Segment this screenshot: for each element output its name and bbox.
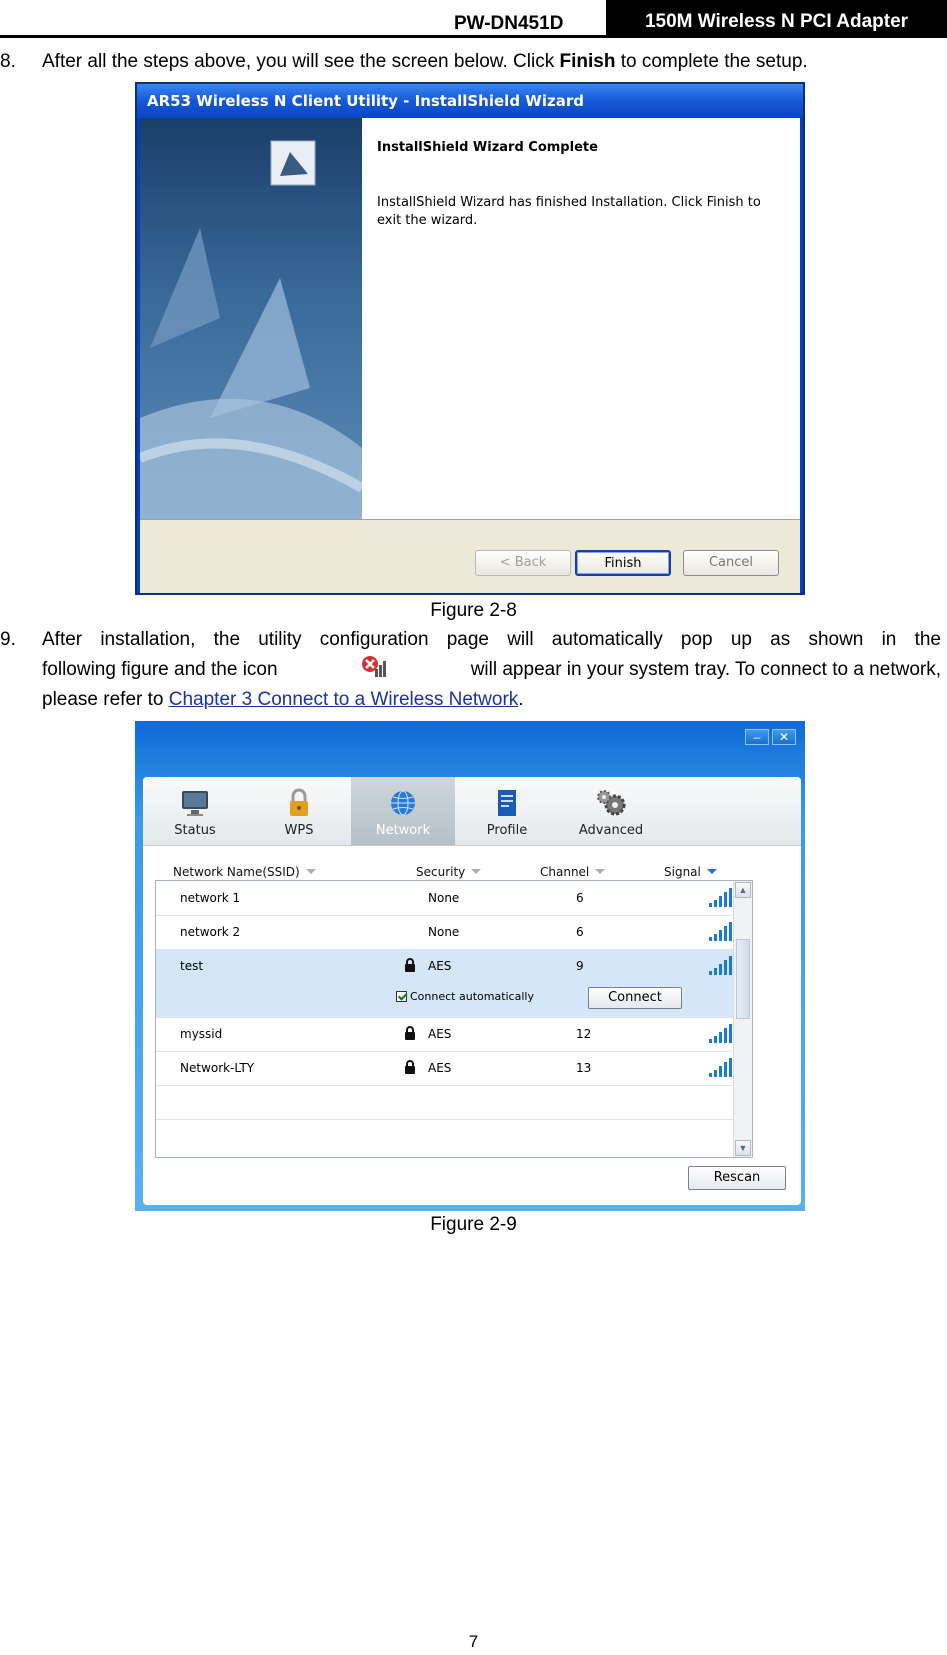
scrollbar-thumb[interactable] (736, 939, 750, 1019)
row-ssid: Network-LTY (180, 1061, 255, 1075)
figure-2-9-caption: Figure 2-9 (430, 1214, 517, 1235)
globe-icon (387, 787, 419, 819)
signal-strength-icon (708, 1058, 732, 1078)
step-9-line-2-before: following figure and the icon (42, 659, 278, 680)
row-ssid: network 2 (180, 925, 241, 939)
row-ssid: test (180, 959, 204, 973)
checkbox-checked-icon (396, 991, 407, 1002)
page-header (0, 0, 947, 38)
col-ssid[interactable] (173, 865, 316, 879)
network-list[interactable] (155, 880, 753, 1158)
nav-wps-label: WPS (284, 823, 314, 838)
row-ssid: network 1 (180, 891, 241, 905)
step-9-line-2-after: will appear in your system tray. To connect to a network, (470, 659, 941, 680)
step-8-bold: Finish (559, 51, 616, 72)
wizard-button-bar (140, 519, 800, 593)
padlock-icon (283, 787, 315, 819)
wizard-message: InstallShield Wizard has finished Installation. Click Finish to exit the wizard. (377, 195, 761, 228)
nav-status-label: Status (174, 823, 216, 838)
gears-icon (595, 787, 627, 819)
table-row-empty (156, 1119, 734, 1153)
header-model: PW-DN451D (454, 13, 564, 34)
step-8-text-after: to complete the setup. (615, 51, 808, 72)
table-row-empty (156, 1085, 734, 1120)
sort-arrow-icon (471, 869, 481, 874)
table-row[interactable] (156, 1051, 734, 1086)
signal-strength-icon (708, 922, 732, 942)
col-security-label: Security (416, 865, 466, 879)
connect-automatically-label: Connect automatically (410, 990, 534, 1003)
table-row[interactable] (156, 1017, 734, 1052)
step-9-line-2 (42, 655, 941, 685)
col-channel-label: Channel (540, 865, 590, 879)
sort-arrow-icon (306, 869, 316, 874)
row-security: None (428, 891, 460, 905)
step-9-line-3 (42, 685, 524, 715)
monitor-icon (179, 787, 211, 819)
sail-graphic-icon (140, 118, 362, 519)
sort-arrow-icon (707, 869, 717, 874)
table-row[interactable] (156, 881, 734, 916)
row-security: None (428, 925, 460, 939)
row-ssid: myssid (180, 1027, 223, 1041)
signal-strength-icon (708, 1024, 732, 1044)
list-scrollbar[interactable] (733, 881, 752, 1157)
finish-button[interactable]: Finish (575, 550, 671, 576)
lock-icon (404, 1060, 416, 1074)
step-8-number: 8. (0, 51, 16, 72)
col-channel[interactable] (540, 865, 605, 879)
chapter-3-link[interactable]: Chapter 3 Connect to a Wireless Network (168, 689, 519, 710)
step-9-number: 9. (0, 629, 16, 650)
col-security[interactable] (416, 865, 481, 879)
step-8-text (42, 47, 808, 77)
signal-strength-icon (708, 956, 732, 976)
header-rule (0, 35, 947, 38)
connect-automatically-checkbox[interactable] (396, 990, 534, 1003)
close-button[interactable]: ✕ (772, 729, 796, 745)
wizard-side-graphic (140, 118, 362, 519)
scroll-up-icon[interactable]: ▲ (735, 882, 751, 898)
installshield-window (135, 82, 805, 595)
utility-nav (143, 777, 801, 846)
sort-arrow-icon (595, 869, 605, 874)
nav-wps[interactable] (247, 777, 351, 845)
step-9-line-3-after: . (518, 689, 524, 710)
minimize-button[interactable]: – (745, 729, 769, 745)
col-signal-label: Signal (664, 865, 701, 879)
col-signal[interactable] (664, 865, 717, 879)
nav-profile-label: Profile (486, 823, 528, 838)
tray-disconnected-icon (361, 655, 387, 679)
row-channel: 9 (576, 959, 584, 973)
row-security: AES (428, 1027, 452, 1041)
row-channel: 12 (576, 1027, 592, 1041)
wizard-heading: InstallShield Wizard Complete (377, 140, 598, 155)
document-icon (491, 787, 523, 819)
step-8-text-before: After all the steps above, you will see the screen below. Click (42, 51, 560, 72)
lock-icon (404, 1026, 416, 1040)
nav-network[interactable] (351, 777, 455, 845)
step-9-line-3-before: please refer to (42, 689, 169, 710)
installshield-title-bar: AR53 Wireless N Client Utility - InstallShield Wizard (137, 84, 803, 118)
nav-advanced[interactable] (559, 777, 663, 845)
table-row[interactable] (156, 915, 734, 950)
connect-button[interactable]: Connect (588, 987, 682, 1009)
signal-strength-icon (708, 888, 732, 908)
row-security: AES (428, 1061, 452, 1075)
installshield-body (140, 118, 800, 592)
row-channel: 13 (576, 1061, 592, 1075)
col-ssid-label: Network Name(SSID) (173, 865, 300, 879)
nav-network-label: Network (375, 823, 431, 838)
nav-profile[interactable] (455, 777, 559, 845)
header-title: 150M Wireless N PCI Adapter (606, 0, 947, 38)
row-channel: 6 (576, 925, 584, 939)
row-security: AES (428, 959, 452, 973)
scroll-down-icon[interactable]: ▼ (735, 1140, 751, 1156)
figure-2-8-caption: Figure 2-8 (430, 600, 517, 621)
step-9-line-1: After installation, the utility configuration page will automatically pop up as shown in the (42, 629, 941, 650)
table-row-selected[interactable] (156, 949, 734, 1018)
page-number: 7 (468, 1632, 479, 1651)
lock-icon (404, 958, 416, 972)
nav-advanced-label: Advanced (578, 823, 644, 838)
row-channel: 6 (576, 891, 584, 905)
back-button[interactable]: < Back (475, 550, 571, 576)
cancel-button[interactable]: Cancel (683, 550, 779, 576)
rescan-button[interactable]: Rescan (688, 1166, 786, 1190)
nav-status[interactable] (143, 777, 247, 845)
